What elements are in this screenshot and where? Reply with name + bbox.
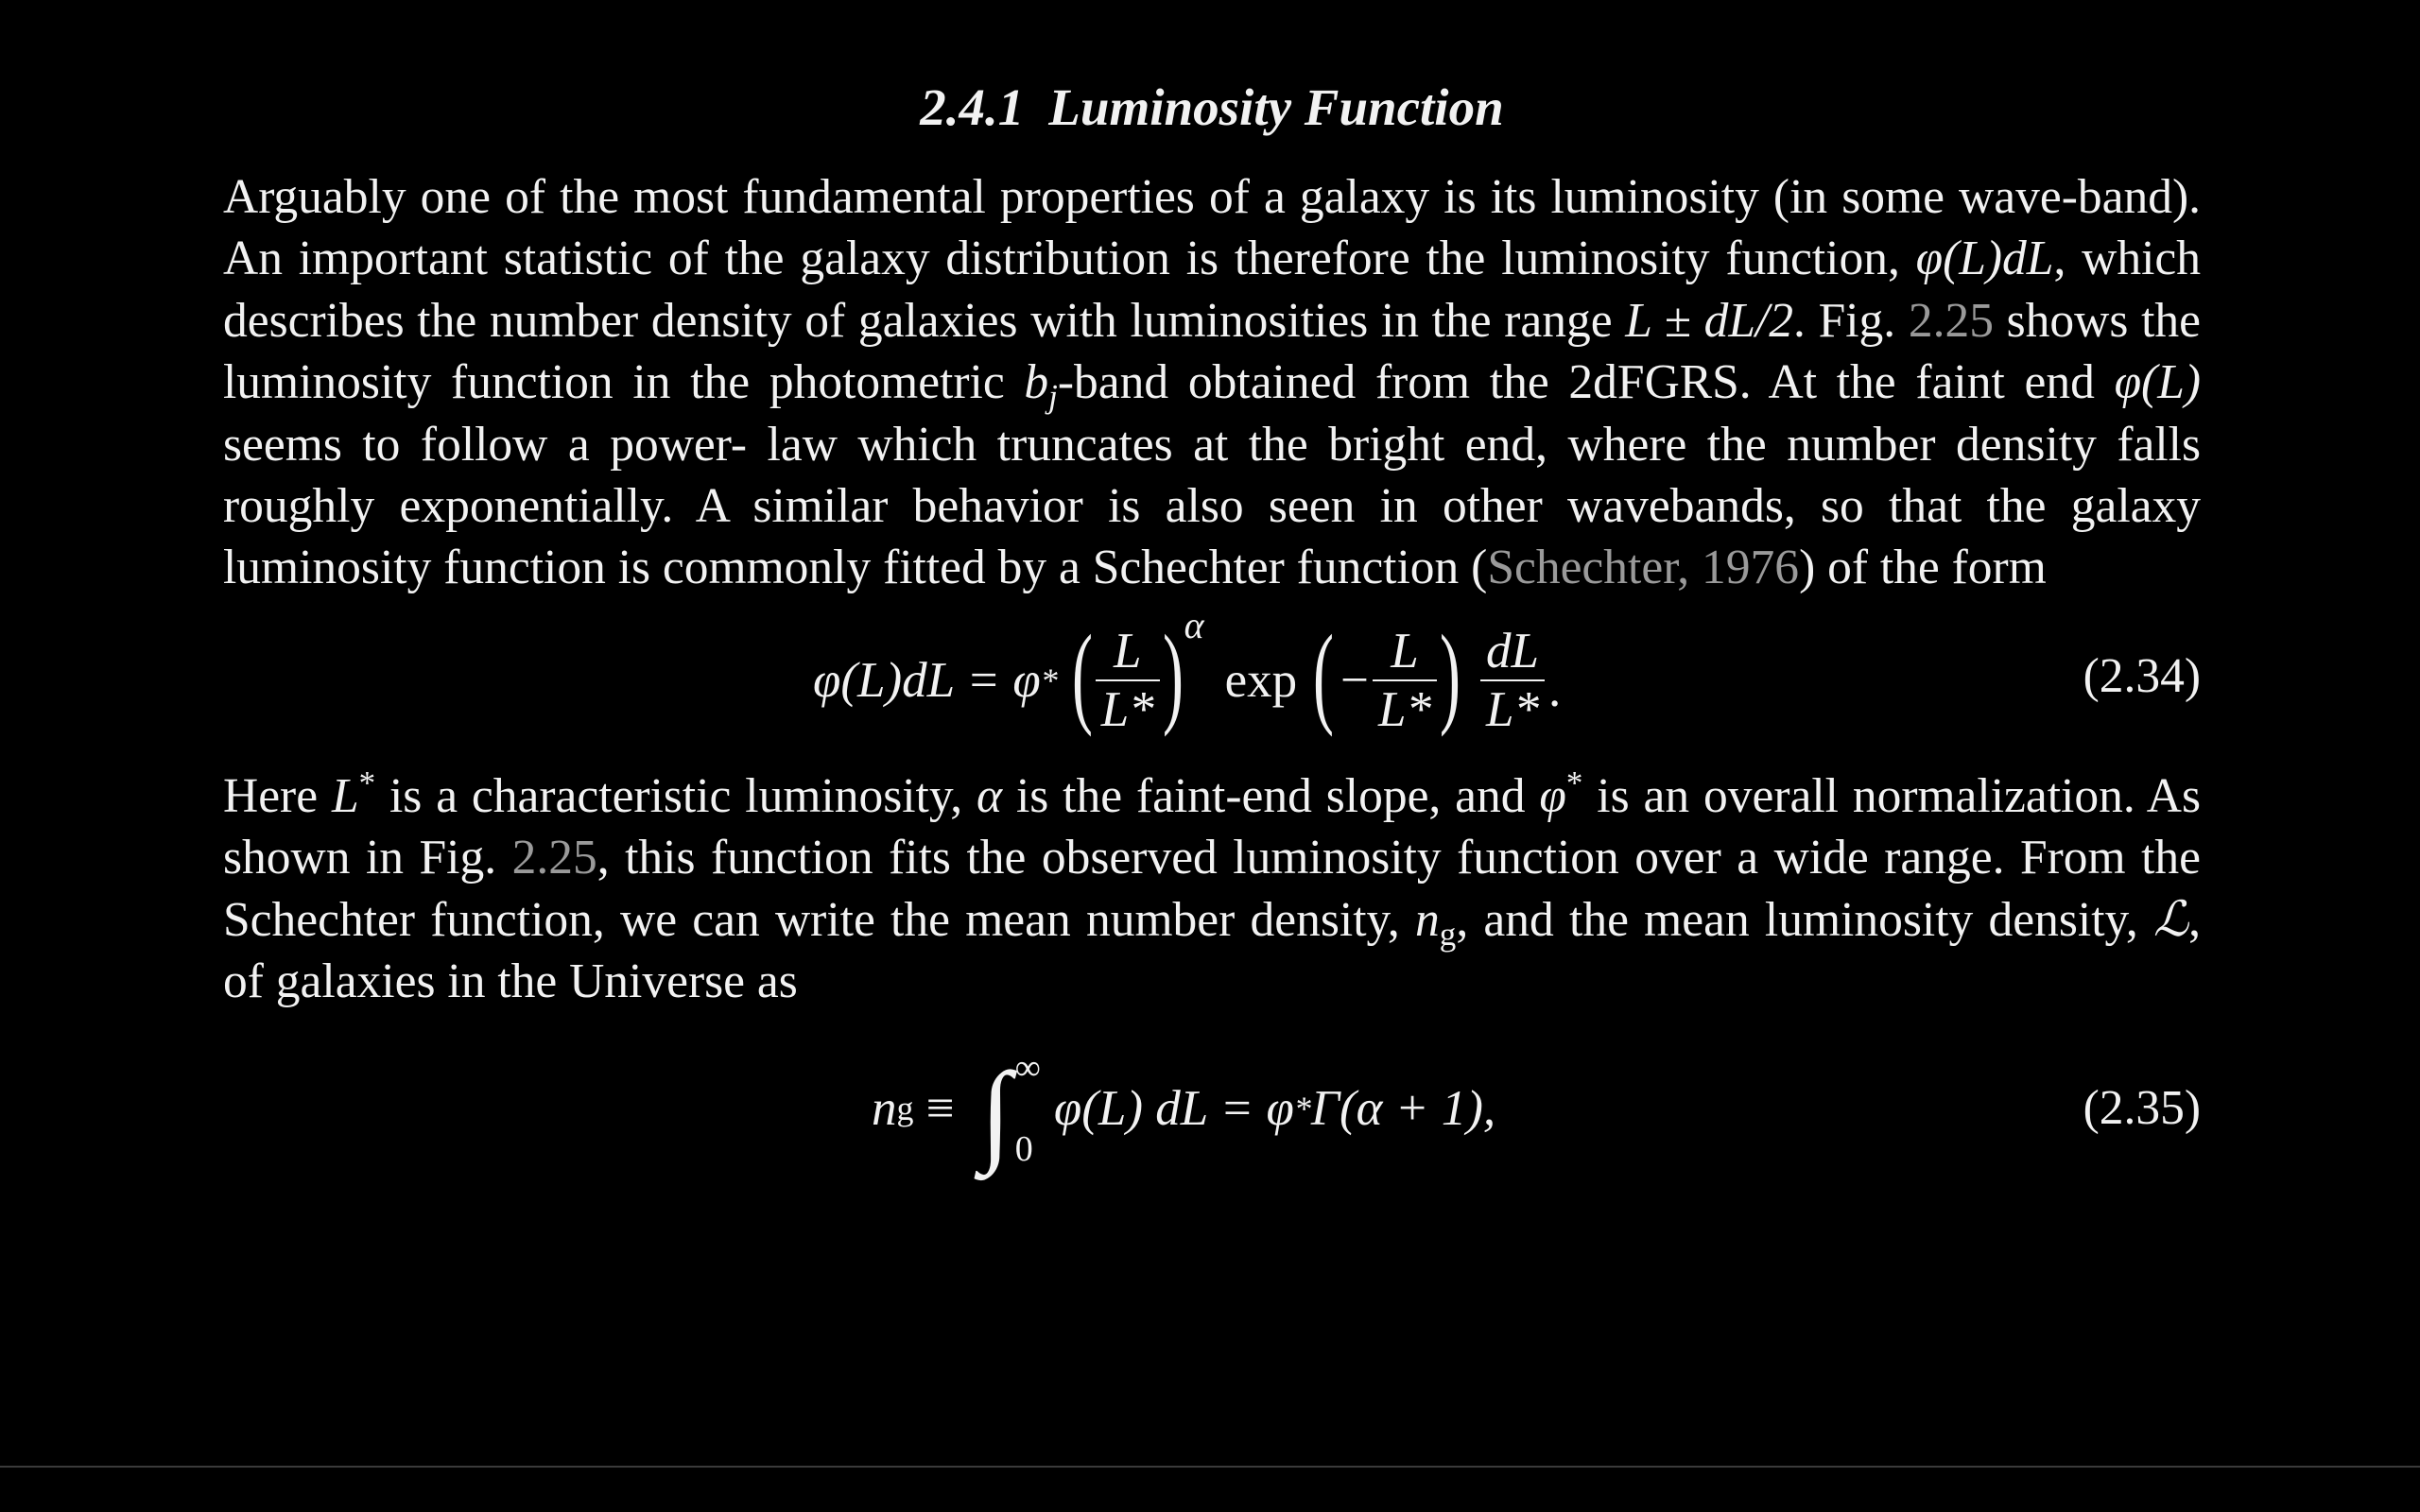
math-luminosity-range: L ± dL/2	[1625, 293, 1794, 348]
math-subscript-g: g	[1439, 915, 1457, 953]
eq-lhs: φ(L)dL = φ	[813, 652, 1041, 708]
text-run: . Fig.	[1793, 293, 1909, 348]
math-script-l: ℒ	[2153, 892, 2189, 947]
fraction-dl-over-lstar	[1480, 623, 1545, 739]
section-heading	[223, 66, 2201, 149]
math-b: b	[1024, 355, 1049, 410]
fraction-l-over-lstar	[1096, 623, 1160, 739]
figure-reference-link[interactable]: 2.25	[511, 831, 597, 885]
math-l: L	[331, 768, 359, 823]
text-run: -band obtained from the 2dFGRS. At the faint end	[1057, 355, 2115, 410]
equation-2-34	[223, 599, 2201, 762]
text-run: , and the mean luminosity density,	[1456, 892, 2154, 947]
equation-number: (2.34)	[2083, 648, 2201, 703]
math-star: *	[358, 764, 376, 801]
text-run: is the faint-end slope, and	[1002, 768, 1540, 823]
figure-reference-link[interactable]: 2.25	[1908, 293, 1994, 348]
section-title: Luminosity Function	[1048, 78, 1504, 136]
paragraph-1	[223, 166, 2201, 599]
text-run: , this function fits the observed luminosity function over a wide range. From the Schechter function, we can write the mean number density,	[223, 831, 2201, 947]
equiv-sign: ≡	[913, 1081, 967, 1137]
text-run: ) of the form	[1799, 541, 2047, 595]
math-phi-l-dl: φ(L)dL	[1915, 232, 2054, 286]
text-run: shows the luminosity function in the photometric	[223, 293, 2201, 410]
text-run: seems to follow a power- law which truncates at the bright end, where the number density falls roughly exponentially. A similar behavior is also seen in other wavebands, so that the galaxy luminosity function is commonly fitted by a Schechter function (	[223, 417, 2201, 595]
frac-denominator: L*	[1100, 682, 1154, 738]
text-run: is an overall normalization. As shown in Fig.	[223, 768, 2202, 885]
viewer-bottom-divider	[0, 1466, 2420, 1468]
frac-denominator: L*	[1485, 682, 1539, 738]
paragraph-2	[223, 765, 2201, 1013]
right-paren: )	[1440, 610, 1461, 737]
section-number: 2.4.1	[920, 78, 1025, 136]
upper-limit: ∞	[1014, 1048, 1041, 1089]
math-star: *	[1565, 764, 1583, 801]
citation-link[interactable]: Schechter, 1976	[1487, 541, 1800, 595]
equation-body: φ(L)dL = φ * ( $\frac{L}{L*}$ ) α exp ( − $\frac{L}{L*}$ ) $\frac{dL}{L*}$ .	[813, 604, 1562, 738]
frac-numerator: dL	[1485, 623, 1539, 679]
math-alpha: α	[977, 768, 1003, 823]
equation-2-35	[223, 1033, 2201, 1184]
text-run: is a characteristic luminosity,	[375, 768, 977, 823]
math-n: n	[1415, 892, 1440, 947]
minus-sign: −	[1340, 652, 1370, 708]
lower-limit: 0	[1014, 1129, 1033, 1170]
alpha-exponent: α	[1184, 604, 1204, 647]
text-run: , of galaxies in the Universe as	[223, 892, 2201, 1009]
frac-denominator: L*	[1378, 682, 1432, 738]
left-paren: (	[1313, 610, 1335, 737]
fraction-l-over-lstar	[1373, 623, 1437, 739]
equation-body: n g ≡ ∫ ∞ 0 φ(L) dL = φ * Γ(α + 1),	[872, 1048, 1496, 1176]
integrand: φ(L) dL = φ	[1053, 1081, 1294, 1137]
integral-limits	[1015, 1047, 1041, 1170]
math-phi-l: φ(L)	[2114, 355, 2201, 410]
integral-sign: ∫	[979, 1049, 1011, 1176]
math-phi: φ	[1539, 768, 1566, 823]
frac-numerator: L	[1391, 623, 1419, 679]
equation-period: .	[1547, 662, 1562, 717]
left-paren: (	[1071, 610, 1093, 737]
exp-operator: exp	[1224, 652, 1298, 708]
text-run: , which describes the number density of galaxies with luminosities in the range	[223, 232, 2201, 348]
paper-page	[223, 66, 2201, 1184]
right-paren: )	[1162, 610, 1184, 737]
eq-rhs: Γ(α + 1),	[1310, 1081, 1496, 1137]
text-run: Arguably one of the most fundamental properties of a galaxy is its luminosity (in some wave-band). An important statistic of the galaxy distribution is therefore the luminosity function,	[223, 170, 2201, 286]
text-run: Here	[223, 768, 332, 823]
math-subscript-j: j	[1048, 378, 1058, 416]
eq-lhs-n: n	[872, 1081, 897, 1137]
frac-numerator: L	[1113, 623, 1142, 679]
equation-number: (2.35)	[2083, 1081, 2201, 1136]
